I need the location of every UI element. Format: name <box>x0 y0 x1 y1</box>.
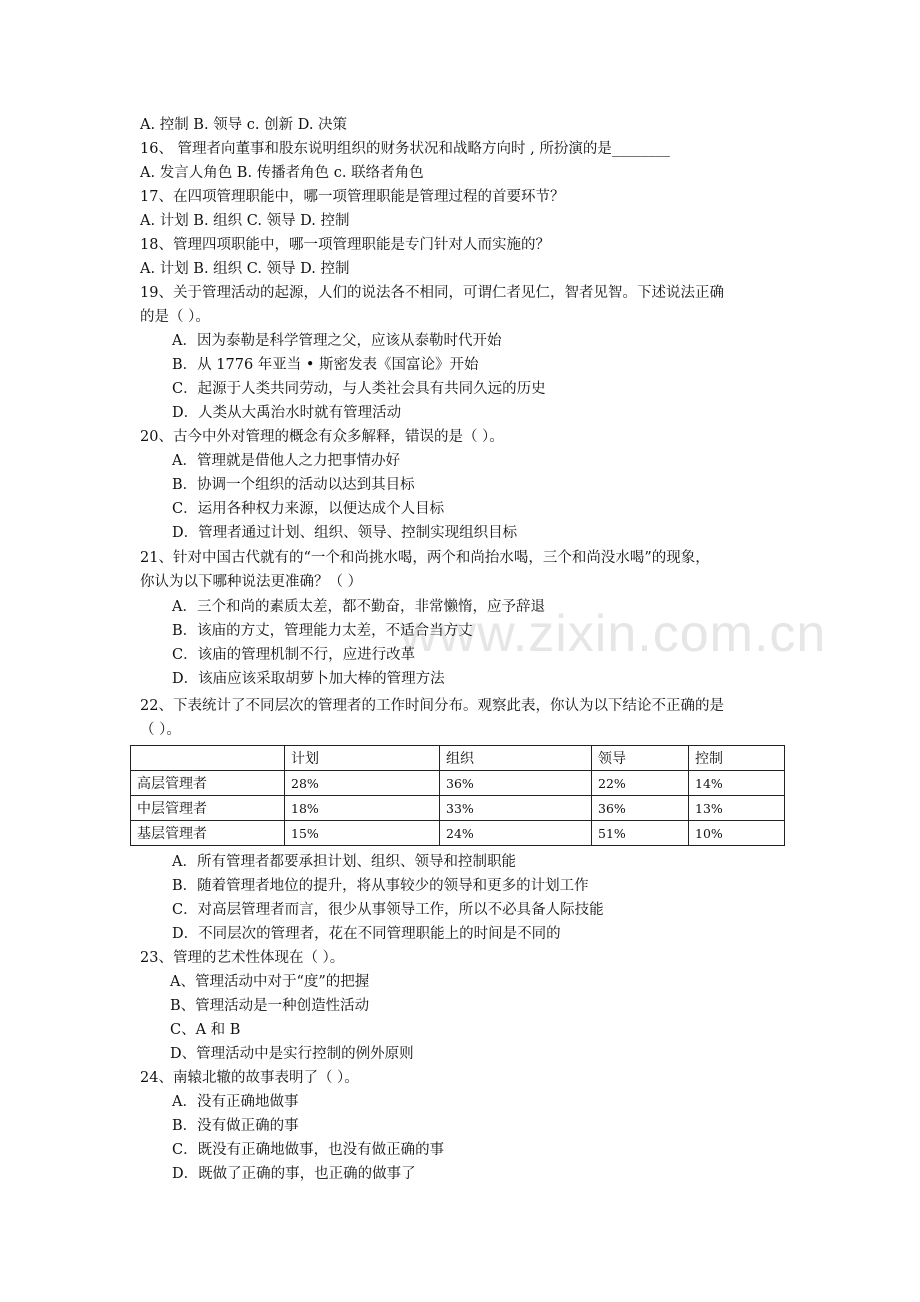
question-23-option-c: C、A 和 B <box>170 1022 241 1038</box>
table-cell: 10% <box>689 821 785 846</box>
watermark: www.zixin.com.cn <box>400 605 827 663</box>
table-row <box>131 796 785 821</box>
table-cell: 36% <box>440 771 592 796</box>
question-22-line2: （ ）。 <box>140 722 181 738</box>
question-16-options: A. 发言人角色 B. 传播者角色 c. 联络者角色 <box>140 165 424 181</box>
question-19-line1: 19、关于管理活动的起源，人们的说法各不相同，可谓仁者见仁，智者见智。下述说法正确 <box>140 285 724 301</box>
table-cell: 24% <box>440 821 592 846</box>
table-row-label: 中层管理者 <box>131 796 285 821</box>
question-21-line2: 你认为以下哪种说法更准确？（ ） <box>140 574 363 590</box>
question-22-line1: 22、下表统计了不同层次的管理者的工作时间分布。观察此表，你认为以下结论不正确的是 <box>140 698 724 714</box>
question-20-option-c: C．运用各种权力来源，以便达成个人目标 <box>172 501 445 517</box>
question-22-option-b: B．随着管理者地位的提升，将从事较少的领导和更多的计划工作 <box>172 878 589 894</box>
question-21-option-b: B．该庙的方丈，管理能力太差，不适合当方丈 <box>172 623 473 639</box>
question-19-option-a: A．因为泰勒是科学管理之父，应该从泰勒时代开始 <box>172 333 502 349</box>
question-23-option-d: D、管理活动中是实行控制的例外原则 <box>170 1046 414 1062</box>
question-19-option-d: D．人类从大禹治水时就有管理活动 <box>172 405 402 421</box>
question-16: 16、 管理者向董事和股东说明组织的财务状况和战略方向时 , 所扮演的是________ <box>140 141 670 157</box>
options-line: A. 控制 B. 领导 c. 创新 D. 决策 <box>140 117 348 133</box>
table-header-cell <box>131 746 285 771</box>
question-21-option-a: A．三个和尚的素质太差，都不勤奋，非常懒惰，应予辞退 <box>172 599 545 615</box>
question-18: 18、管理四项职能中，哪一项管理职能是专门针对人而实施的？ <box>140 237 550 253</box>
table-cell: 18% <box>285 796 440 821</box>
question-22-option-d: D．不同层次的管理者，花在不同管理职能上的时间是不同的 <box>172 926 561 942</box>
table-row-label: 基层管理者 <box>131 821 285 846</box>
question-23: 23、管理的艺术性体现在（ ）。 <box>140 950 345 966</box>
question-24-option-b: B．没有做正确的事 <box>172 1118 299 1134</box>
question-24-option-a: A．没有正确地做事 <box>172 1094 299 1110</box>
question-19-line2: 的是（ ）。 <box>140 309 210 325</box>
table-cell: 28% <box>285 771 440 796</box>
question-20-option-d: D．管理者通过计划、组织、领导、控制实现组织目标 <box>172 525 518 541</box>
table-header-cell: 领导 <box>592 746 689 771</box>
table-cell: 13% <box>689 796 785 821</box>
question-20-option-b: B．协调一个组织的活动以达到其目标 <box>172 477 415 493</box>
question-24: 24、南辕北辙的故事表明了（ ）。 <box>140 1070 359 1086</box>
table-header-cell: 计划 <box>285 746 440 771</box>
table-cell: 15% <box>285 821 440 846</box>
table-header-cell: 组织 <box>440 746 592 771</box>
question-19-option-b: B．从 1776 年亚当 • 斯密发表《国富论》开始 <box>172 357 479 373</box>
table-cell: 36% <box>592 796 689 821</box>
table-row <box>131 821 785 846</box>
question-23-option-b: B、管理活动是一种创造性活动 <box>170 998 370 1014</box>
table-cell: 33% <box>440 796 592 821</box>
question-21-line1: 21、针对中国古代就有的“一个和尚挑水喝，两个和尚抬水喝，三个和尚没水喝”的现象， <box>140 550 710 566</box>
table-row-label: 高层管理者 <box>131 771 285 796</box>
table-header-cell: 控制 <box>689 746 785 771</box>
table-row <box>131 771 785 796</box>
question-21-option-d: D．该庙应该采取胡萝卜加大棒的管理方法 <box>172 671 445 687</box>
question-17: 17、在四项管理职能中，哪一项管理职能是管理过程的首要环节？ <box>140 189 565 205</box>
question-17-options: A. 计划 B. 组织 C. 领导 D. 控制 <box>140 213 350 229</box>
table-cell: 14% <box>689 771 785 796</box>
question-19-option-c: C．起源于人类共同劳动，与人类社会具有共同久远的历史 <box>172 381 546 397</box>
question-21-option-c: C．该庙的管理机制不行，应进行改革 <box>172 647 416 663</box>
question-24-option-c: C．既没有正确地做事，也没有做正确的事 <box>172 1142 445 1158</box>
question-22-option-c: C．对高层管理者而言，很少从事领导工作，所以不必具备人际技能 <box>172 902 604 918</box>
question-20-option-a: A．管理就是借他人之力把事情办好 <box>172 453 400 469</box>
table-cell: 51% <box>592 821 689 846</box>
time-distribution-table <box>130 745 785 846</box>
question-20: 20、古今中外对管理的概念有众多解释，错误的是（ ）。 <box>140 429 504 445</box>
question-23-option-a: A、管理活动中对于“度”的把握 <box>170 974 370 990</box>
table-header-row <box>131 746 785 771</box>
question-22-option-a: A．所有管理者都要承担计划、组织、领导和控制职能 <box>172 854 516 870</box>
table-cell: 22% <box>592 771 689 796</box>
question-18-options: A. 计划 B. 组织 C. 领导 D. 控制 <box>140 261 350 277</box>
question-24-option-d: D．既做了正确的事，也正确的做事了 <box>172 1166 416 1182</box>
